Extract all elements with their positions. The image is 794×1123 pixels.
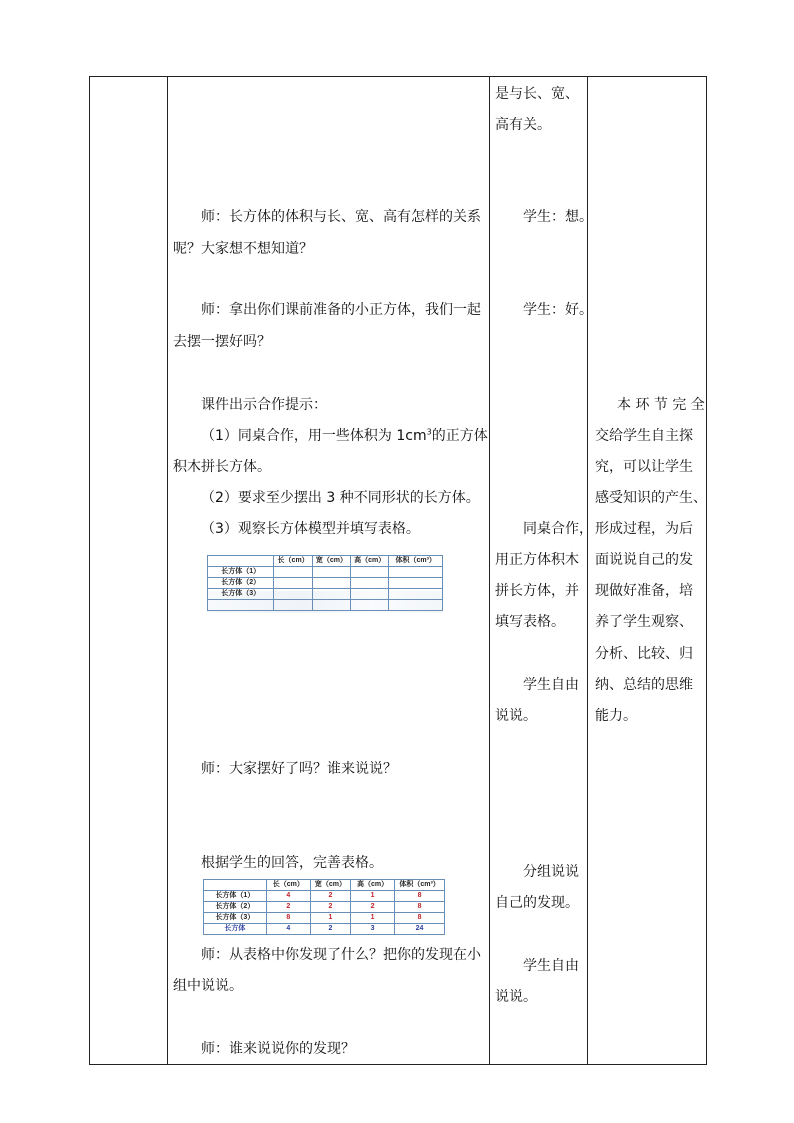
table-cell <box>351 589 389 600</box>
table-cell: 3 <box>351 924 395 935</box>
table-cell: 长方体（2） <box>204 902 267 913</box>
teacher-line: 呢？大家想不想知道？ <box>173 241 313 257</box>
table-cell: 8 <box>266 913 310 924</box>
table-cell: 8 <box>395 891 445 902</box>
table-cell: 长方体（3） <box>204 913 267 924</box>
table-cell <box>351 600 389 611</box>
design-note: 现做好准备，培 <box>595 583 693 599</box>
table-cell: 1 <box>310 913 350 924</box>
student-response: 说说。 <box>495 708 537 724</box>
table-cell <box>208 600 274 611</box>
table-cell <box>312 600 350 611</box>
table-header-cell: 宽（cm） <box>312 556 350 567</box>
teacher-line: 师：从表格中你发现了什么？把你的发现在小 <box>201 947 481 963</box>
table-cell: 长方体 <box>204 924 267 935</box>
table-header-cell: 高（cm） <box>351 556 389 567</box>
filled-measure-table <box>203 879 445 935</box>
teacher-line: 师：长方体的体积与长、宽、高有怎样的关系 <box>201 209 481 225</box>
table-cell <box>351 578 389 589</box>
design-note: 形成过程，为后 <box>595 521 693 537</box>
teacher-line: 师：拿出你们课前准备的小正方体，我们一起 <box>201 302 481 318</box>
design-note: 分析、比较、归 <box>595 646 693 662</box>
table-cell: 2 <box>266 902 310 913</box>
table-cell: 长方体（1） <box>208 567 274 578</box>
column-divider-1 <box>167 76 168 1065</box>
table-header-cell: 体积（cm³） <box>389 556 443 567</box>
student-response: 学生：好。 <box>523 302 593 318</box>
teacher-line: 组中说说。 <box>173 978 243 994</box>
table-header-cell <box>208 556 274 567</box>
hint-1-cont: 积木拼长方体。 <box>173 459 271 475</box>
student-text: 是与长、宽、 <box>495 86 579 102</box>
table-header-row <box>204 880 445 891</box>
table-row <box>208 567 443 578</box>
student-activity: 拼长方体，并 <box>495 583 579 599</box>
student-activity: 填写表格。 <box>495 614 565 630</box>
column-divider-2 <box>489 76 490 1065</box>
design-note: 能力。 <box>595 708 637 724</box>
table-cell: 1 <box>351 891 395 902</box>
design-note: 本 环 节 完 全 <box>617 397 705 413</box>
table-header-cell: 长（cm） <box>266 880 310 891</box>
student-response: 说说。 <box>495 989 537 1005</box>
teacher-line: 师：大家摆好了吗？谁来说说？ <box>201 761 397 777</box>
table-cell: 4 <box>266 924 310 935</box>
design-note: 面说说自己的发 <box>595 552 693 568</box>
hint-3: （3）观察长方体模型并填写表格。 <box>201 521 420 537</box>
student-response: 学生自由 <box>523 958 579 974</box>
student-response: 学生自由 <box>523 677 579 693</box>
table-header-cell: 高（cm） <box>351 880 395 891</box>
table-row <box>208 578 443 589</box>
table-header-cell: 宽（cm） <box>310 880 350 891</box>
table-row <box>208 589 443 600</box>
table-cell: 24 <box>395 924 445 935</box>
table-cell <box>389 589 443 600</box>
student-activity: 同桌合作， <box>523 521 593 537</box>
teacher-line: 去摆一摆好吗？ <box>173 334 271 350</box>
instruction-line: 根据学生的回答，完善表格。 <box>201 855 383 871</box>
table-header-cell: 体积（cm³） <box>395 880 445 891</box>
table-cell <box>274 567 312 578</box>
design-note: 感受知识的产生、 <box>595 490 707 506</box>
table-row <box>204 924 445 935</box>
table-cell <box>312 578 350 589</box>
design-note: 交给学生自主探 <box>595 428 693 444</box>
student-response: 学生：想。 <box>523 209 593 225</box>
table-cell: 8 <box>395 913 445 924</box>
table-cell <box>389 567 443 578</box>
table-cell <box>351 567 389 578</box>
design-note: 养了学生观察、 <box>595 614 693 630</box>
table-cell: 长方体（2） <box>208 578 274 589</box>
table-cell <box>312 589 350 600</box>
table-row <box>204 891 445 902</box>
table-cell: 1 <box>351 913 395 924</box>
student-response: 自己的发现。 <box>495 895 579 911</box>
design-note: 纳、总结的思维 <box>595 677 693 693</box>
student-activity: 用正方体积木 <box>495 552 579 568</box>
table-row <box>204 902 445 913</box>
hint-1: （1）同桌合作，用一些体积为 $1cm^3$的正方体 <box>201 427 488 444</box>
table-cell: 长方体（3） <box>208 589 274 600</box>
table-cell <box>312 567 350 578</box>
table-cell: 2 <box>310 891 350 902</box>
table-cell: 4 <box>266 891 310 902</box>
table-cell: 2 <box>351 902 395 913</box>
table-cell: 2 <box>310 924 350 935</box>
table-cell: 8 <box>395 902 445 913</box>
student-text: 高有关。 <box>495 117 551 133</box>
table-cell <box>389 600 443 611</box>
table-row <box>208 600 443 611</box>
table-cell <box>274 578 312 589</box>
design-note: 究，可以让学生 <box>595 459 693 475</box>
table-cell: 长方体（1） <box>204 891 267 902</box>
table-row <box>204 913 445 924</box>
empty-measure-table <box>207 555 443 611</box>
teacher-line: 师：谁来说说你的发现？ <box>201 1041 355 1057</box>
table-cell <box>274 600 312 611</box>
table-header-cell <box>204 880 267 891</box>
hint-2: （2）要求至少摆出 3 种不同形状的长方体。 <box>201 490 480 506</box>
table-cell <box>274 589 312 600</box>
table-cell: 2 <box>310 902 350 913</box>
hint-title: 课件出示合作提示： <box>201 397 327 413</box>
table-header-cell: 长（cm） <box>274 556 312 567</box>
table-cell <box>389 578 443 589</box>
student-response: 分组说说 <box>523 864 579 880</box>
table-header-row <box>208 556 443 567</box>
